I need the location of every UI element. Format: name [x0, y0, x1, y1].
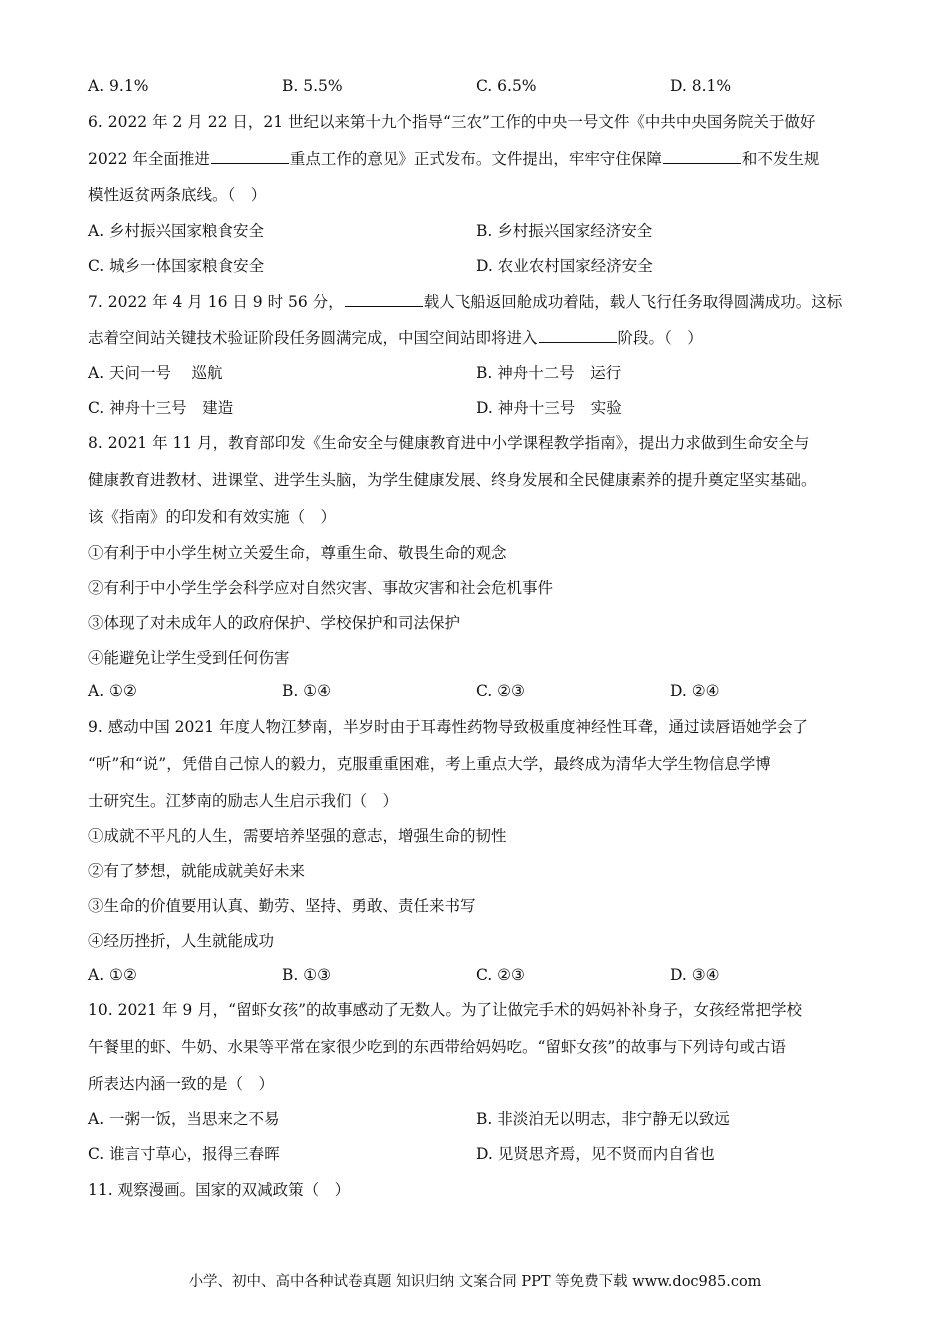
q8-item-2: ②有利于中小学生学会科学应对自然灾害、事故灾害和社会危机事件	[88, 579, 554, 597]
q9-item-2: ②有了梦想，就能成就美好未来	[88, 862, 306, 880]
q8-item-3: ③体现了对未成年人的政府保护、学校保护和司法保护	[88, 614, 461, 632]
q8-option-b: B. ①④	[282, 682, 332, 700]
q6-option-a: A. 乡村振兴国家粮食安全	[88, 222, 265, 240]
q8-option-c: C. ②③	[476, 682, 525, 700]
q6-option-b: B. 乡村振兴国家经济安全	[476, 222, 653, 240]
page-footer: 小学、初中、高中各种试卷真题 知识归纳 文案合同 PPT 等免费下载 www.doc985.com	[188, 1274, 762, 1290]
q10-stem-line3: 所表达内涵一致的是（ ）	[88, 1075, 275, 1093]
q9-stem-line2: “听”和“说”，凭借自己惊人的毅力，克服重重困难，考上重点大学，最终成为清华大学生物信息学博	[88, 755, 771, 773]
q5-option-b: B. 5.5%	[282, 77, 343, 95]
q6-line2-part1: 2022 年全面推进	[88, 150, 210, 168]
q6-blank-2	[663, 149, 741, 164]
q8-item-1: ①有利于中小学生树立关爱生命，尊重生命、敬畏生命的观念	[88, 544, 507, 562]
q6-option-c: C. 城乡一体国家粮食安全	[88, 257, 265, 275]
q6-stem-line2	[88, 149, 819, 169]
q9-item-4: ④经历挫折，人生就能成功	[88, 932, 275, 950]
q5-option-a: A. 9.1%	[88, 77, 149, 95]
q8-item-4: ④能避免让学生受到任何伤害	[88, 649, 290, 667]
q10-option-d: D. 见贤思齐焉，见不贤而内自省也	[476, 1145, 715, 1163]
q7-option-a: A. 天问一号 巡航	[88, 364, 223, 382]
q10-option-b: B. 非淡泊无以明志，非宁静无以致远	[476, 1110, 730, 1128]
q9-option-b: B. ①③	[282, 966, 332, 984]
q6-line2-part3: 和不发生规	[741, 150, 820, 168]
q9-stem-line3: 士研究生。江梦南的励志人生启示我们（ ）	[88, 792, 399, 810]
q9-item-1: ①成就不平凡的人生，需要培养坚强的意志，增强生命的韧性	[88, 827, 507, 845]
q6-line2-part2: 重点工作的意见》正式发布。文件提出，牢牢守住保障	[289, 150, 662, 168]
q7-blank-1	[345, 292, 423, 307]
q7-line2-part1: 志着空间站关键技术验证阶段任务圆满完成，中国空间站即将进入	[88, 329, 538, 347]
q6-stem-line3: 模性返贫两条底线。（ ）	[88, 186, 267, 204]
q9-option-a: A. ①②	[88, 966, 137, 984]
q5-option-d: D. 8.1%	[670, 77, 732, 95]
q5-option-c: C. 6.5%	[476, 77, 537, 95]
q7-stem-line2	[88, 328, 703, 348]
q9-option-d: D. ③④	[670, 966, 720, 984]
q7-line2-part2: 阶段。（ ）	[617, 329, 703, 347]
q10-option-a: A. 一粥一饭，当思来之不易	[88, 1110, 280, 1128]
q8-option-d: D. ②④	[670, 682, 720, 700]
q11-stem-line1: 11. 观察漫画。国家的双减政策（ ）	[88, 1181, 351, 1199]
q10-stem-line2: 午餐里的虾、牛奶、水果等平常在家很少吃到的东西带给妈妈吃。“留虾女孩”的故事与下列诗句或古语	[88, 1038, 786, 1056]
q10-option-c: C. 谁言寸草心，报得三春晖	[88, 1145, 280, 1163]
q7-stem-line1	[88, 292, 842, 312]
q7-option-d: D. 神舟十三号 实验	[476, 399, 622, 417]
q7-option-c: C. 神舟十三号 建造	[88, 399, 234, 417]
q9-stem-line1: 9. 感动中国 2021 年度人物江梦南，半岁时由于耳毒性药物导致极重度神经性耳聋，通过读唇语她学会了	[88, 718, 809, 736]
q6-stem-line1: 6. 2022 年 2 月 22 日，21 世纪以来第十九个指导“三农”工作的中央一号文件《中共中央国务院关于做好	[88, 113, 816, 131]
q8-option-a: A. ①②	[88, 682, 137, 700]
q7-option-b: B. 神舟十二号 运行	[476, 364, 622, 382]
q8-stem-line3: 该《指南》的印发和有效实施（ ）	[88, 508, 337, 526]
q6-option-d: D. 农业农村国家经济安全	[476, 257, 653, 275]
q6-blank-1	[211, 149, 289, 164]
q7-line1-part1: 7. 2022 年 4 月 16 日 9 时 56 分，	[88, 293, 344, 311]
q8-stem-line2: 健康教育进教材、进课堂、进学生头脑，为学生健康发展、终身发展和全民健康素养的提升奠定坚实基础。	[88, 471, 817, 489]
q7-blank-2	[539, 328, 617, 343]
q7-line1-part2: 载人飞船返回舱成功着陆，载人飞行任务取得圆满成功。这标	[423, 293, 843, 311]
q9-option-c: C. ②③	[476, 966, 525, 984]
q8-stem-line1: 8. 2021 年 11 月，教育部印发《生命安全与健康教育进中小学课程教学指南》，提出力求做到生命安全与	[88, 434, 810, 452]
q10-stem-line1: 10. 2021 年 9 月，“留虾女孩”的故事感动了无数人。为了让做完手术的妈妈补补身子，女孩经常把学校	[88, 1001, 803, 1019]
q9-item-3: ③生命的价值要用认真、勤劳、坚持、勇敢、责任来书写	[88, 897, 476, 915]
